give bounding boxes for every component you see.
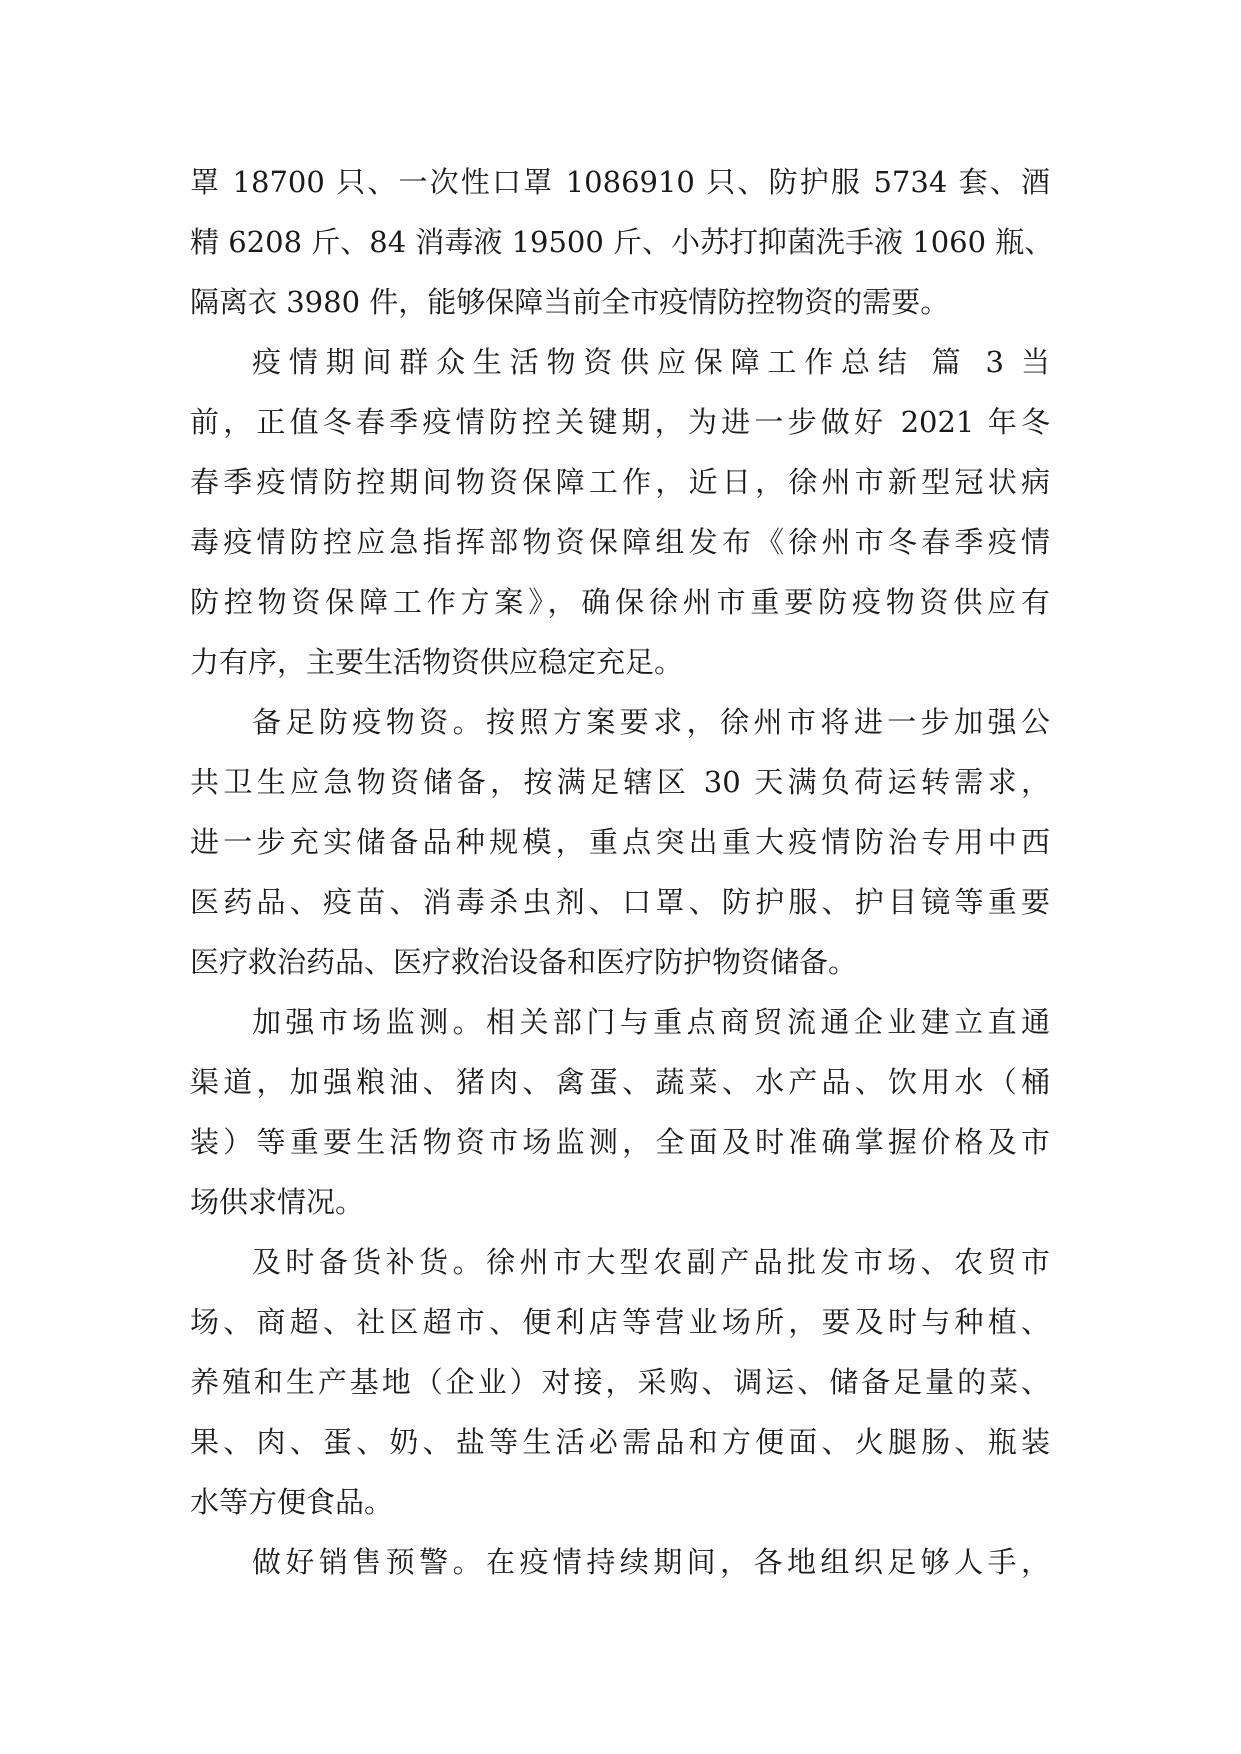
text-line: 装）等重要生活物资市场监测，全面及时准确掌握价格及市: [190, 1125, 1050, 1159]
text-line: 毒疫情防控应急指挥部物资保障组发布《徐州市冬春季疫情: [190, 525, 1050, 559]
text-line: 备足防疫物资。按照方案要求，徐州市将进一步加强公: [252, 705, 1050, 739]
text-line: 前，正值冬春季疫情防控关键期，为进一步做好 2021 年冬: [190, 405, 1050, 439]
section-heading-line: 疫情期间群众生活物资供应保障工作总结 篇 3 当: [252, 345, 1050, 379]
text-line: 及时备货补货。徐州市大型农副产品批发市场、农贸市: [252, 1245, 1050, 1279]
text-line: 春季疫情防控期间物资保障工作，近日，徐州市新型冠状病: [190, 465, 1050, 499]
text-line: 罩 18700 只、一次性口罩 1086910 只、防护服 5734 套、酒: [190, 165, 1050, 199]
text-line: 果、肉、蛋、奶、盐等生活必需品和方便面、火腿肠、瓶装: [190, 1425, 1050, 1459]
text-line: 共卫生应急物资储备，按满足辖区 30 天满负荷运转需求，: [190, 765, 1050, 799]
text-line: 进一步充实储备品种规模，重点突出重大疫情防治专用中西: [190, 825, 1050, 859]
text-line: 渠道，加强粮油、猪肉、禽蛋、蔬菜、水产品、饮用水（桶: [190, 1065, 1050, 1099]
text-line: 场、商超、社区超市、便利店等营业场所，要及时与种植、: [190, 1305, 1050, 1339]
text-line: 加强市场监测。相关部门与重点商贸流通企业建立直通: [252, 1005, 1050, 1039]
text-line: 隔离衣 3980 件，能够保障当前全市疫情防控物资的需要。: [190, 285, 950, 319]
text-line: 场供求情况。: [190, 1185, 365, 1219]
paragraph-supplies-inventory: [190, 152, 1054, 332]
paragraph-restocking: [190, 1232, 1050, 1532]
text-line: 医药品、疫苗、消毒杀虫剂、口罩、防护服、护目镜等重要: [190, 885, 1050, 919]
paragraph-section-3-intro: [190, 332, 1050, 692]
paragraph-sales-warning: [190, 1532, 1050, 1592]
paragraph-market-monitoring: [190, 992, 1050, 1232]
text-line: 精 6208 斤、84 消毒液 19500 斤、小苏打抑菌洗手液 1060 瓶、: [190, 225, 1054, 259]
paragraph-stock-supplies: [190, 692, 1050, 992]
text-line: 养殖和生产基地（企业）对接，采购、调运、储备足量的菜、: [190, 1365, 1050, 1399]
document-body: [190, 152, 1054, 1592]
text-line: 水等方便食品。: [190, 1485, 394, 1519]
text-line: 做好销售预警。在疫情持续期间，各地组织足够人手，: [252, 1545, 1050, 1579]
text-line: 医疗救治药品、医疗救治设备和医疗防护物资储备。: [190, 945, 858, 979]
text-line: 防控物资保障工作方案》，确保徐州市重要防疫物资供应有: [190, 585, 1050, 619]
text-line: 力有序，主要生活物资供应稳定充足。: [190, 645, 684, 679]
